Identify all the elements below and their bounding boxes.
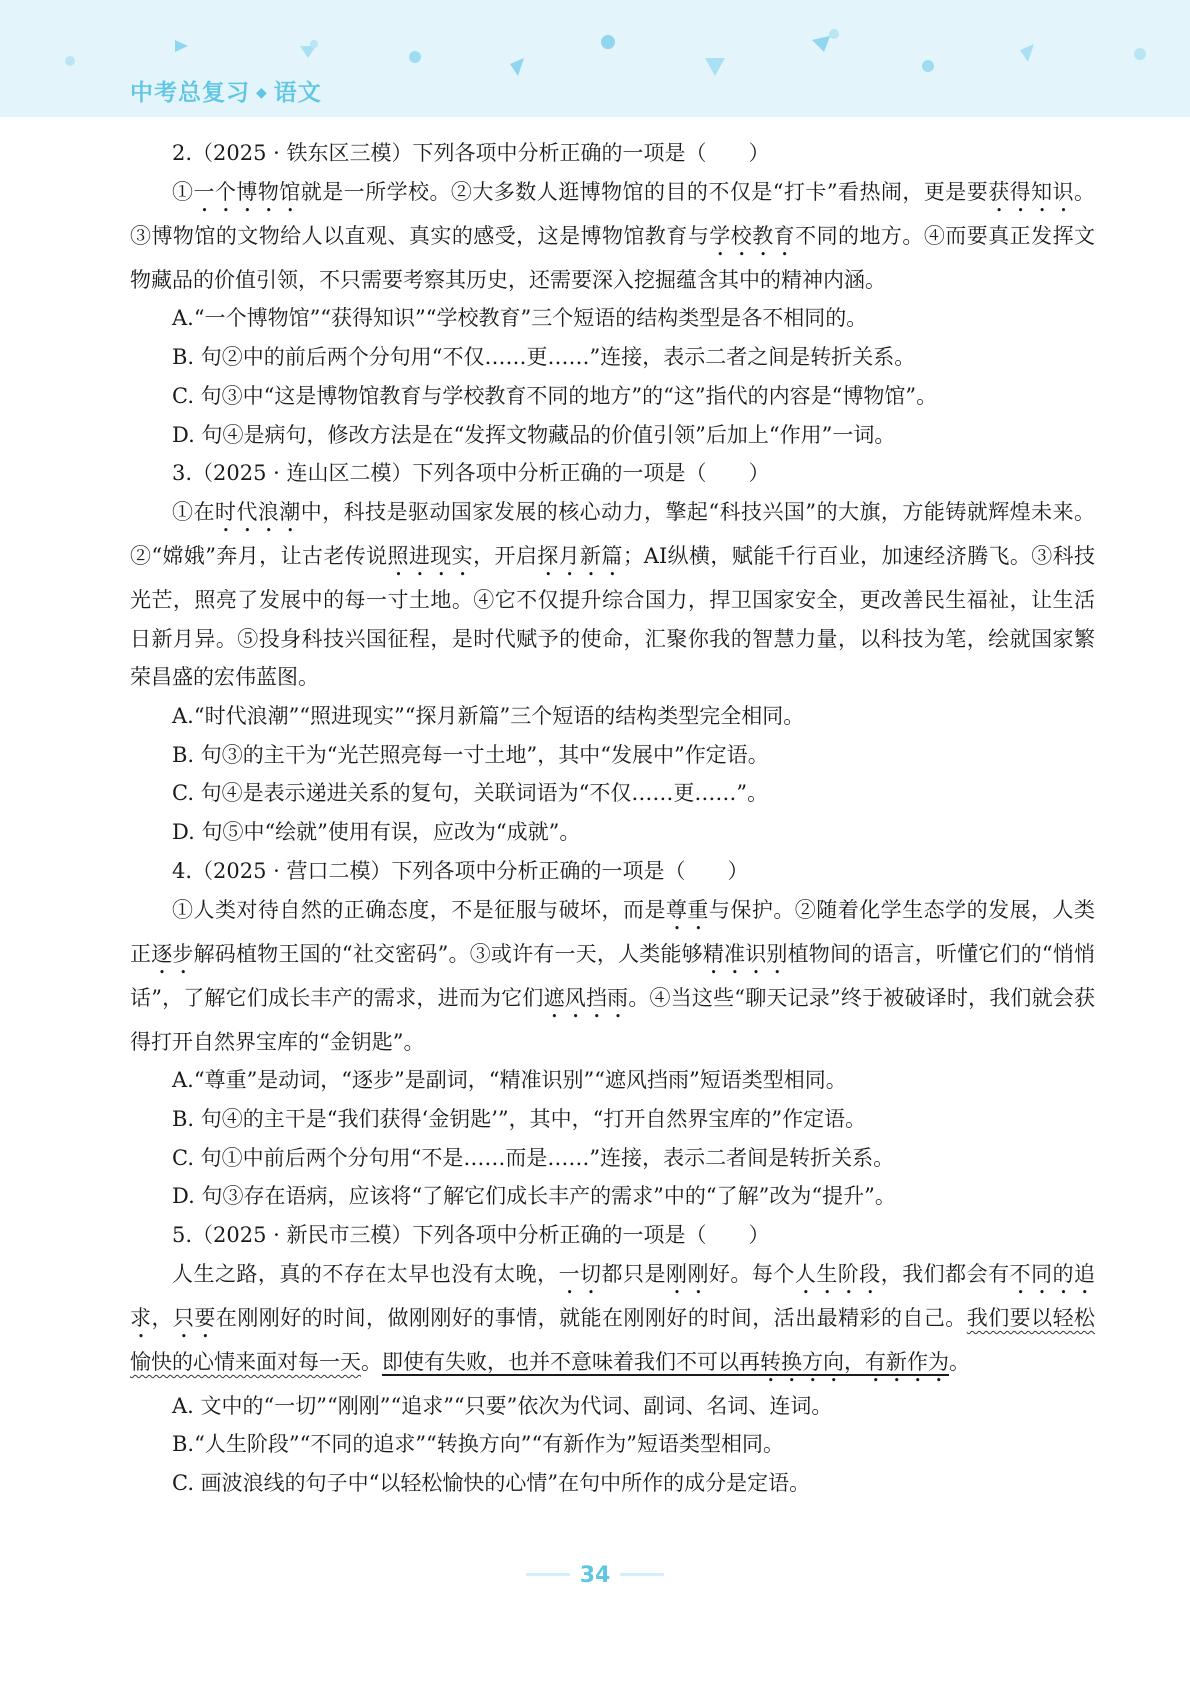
dotted-phrase: 一个博物馆 [193, 179, 301, 204]
page-number-rule-left [526, 1573, 570, 1576]
question-5-passage: 人生之路，真的不存在太早也没有太晚，一切都只是刚刚好。每个人生阶段，我们都会有不同的追求，只要在刚刚好的时间，做刚刚好的事情，就能在刚刚好的时间，活出最精彩的自己。我们要以轻松愉快的心情来面对每一天。即使有失败，也并不意味着我们不可以再转换方向，有新作为。 [130, 1261, 1096, 1374]
dotted-phrase: 刚刚 [665, 1261, 709, 1286]
question-5-option-c: C. 画波浪线的句子中“以轻松愉快的心情”在句中所作的成分是定语。 [172, 1471, 811, 1496]
question-4-option-b: B. 句④的主干是“我们获得‘金钥匙’”，其中，“打开自然界宝库的”作定语。 [172, 1106, 867, 1131]
subject-name: 语文 [273, 80, 322, 106]
question-3-option-c: C. 句④是表示递进关系的复句，关联词语为“不仅……更……”。 [172, 781, 769, 806]
question-2-passage: ①一个博物馆就是一所学校。②大多数人逛博物馆的目的不仅是“打卡”看热闹，更是要获得知识。③博物馆的文物给人以直观、真实的感受，这是博物馆教育与学校教育不同的地方。④而要真正发挥文物藏品的价值引领，不只需要考察其历史，还需要深入挖掘蕴含其中的精神内涵。 [130, 179, 1096, 292]
dotted-phrase: 照进现实 [387, 543, 474, 568]
question-3-stem: 3.（2025 · 连山区二模）下列各项中分析正确的一项是（ ） [172, 461, 770, 486]
question-3-option-b: B. 句③的主干为“光芒照亮每一寸土地”，其中“发展中”作定语。 [172, 742, 769, 767]
question-2-option-c: C. 句③中“这是博物馆教育与学校教育不同的地方”的“这”指代的内容是“博物馆”。 [172, 383, 938, 408]
question-4-stem: 4.（2025 · 营口二模）下列各项中分析正确的一项是（ ） [172, 858, 749, 883]
dotted-phrase: 转换方向 [760, 1349, 844, 1374]
dotted-phrase: 学校教育 [709, 223, 796, 248]
dotted-phrase: 获得知识 [988, 179, 1075, 204]
exercise-content [130, 134, 1095, 1503]
question-3-option-a: A.“时代浪潮”“照进现实”“探月新篇”三个短语的结构类型完全相同。 [172, 704, 805, 729]
question-4-passage: ①人类对待自然的正确态度，不是征服与破坏，而是尊重与保护。②随着化学生态学的发展，人类正逐步解码植物王国的“社交密码”。③或许有一天，人类能够精准识别植物间的语言，听懂它们的“悄悄话”，了解它们成长丰产的需求，进而为它们遮风挡雨。④当这些“聊天记录”终于被破译时，我们就会获得打开自然界宝库的“金钥匙”。 [130, 897, 1096, 1054]
dotted-phrase: 逐步 [151, 941, 194, 966]
question-5-option-b: B.“人生阶段”“不同的追求”“转换方向”“有新作为”短语类型相同。 [172, 1432, 784, 1457]
subject-series: 中考总复习 [130, 80, 250, 106]
wavy-underlined-sentence: 我们要以轻松愉快的心情来面对每一天 [130, 1305, 1096, 1374]
dotted-phrase: 有新作为 [865, 1349, 949, 1374]
question-5-option-a: A. 文中的“一切”“刚刚”“追求”“只要”依次为代词、副词、名词、连词。 [172, 1393, 833, 1418]
question-2-option-d: D. 句④是病句，修改方法是在“发挥文物藏品的价值引领”后加上“作用”一词。 [172, 422, 896, 447]
question-3-passage: ①在时代浪潮中，科技是驱动国家发展的核心动力，擎起“科技兴国”的大旗，方能铸就辉煌未来。②“嫦娥”奔月，让古老传说照进现实，开启探月新篇；AI纵横，赋能千行百业，加速经济腾飞。③科技光芒，照亮了发展中的每一寸土地。④它不仅提升综合国力，捍卫国家安全，更改善民生福祉，让生活日新月异。⑤投身科技兴国征程，是时代赋予的使命，汇聚你我的智慧力量，以科技为笔，绘就国家繁荣昌盛的宏伟蓝图。 [130, 499, 1096, 690]
dotted-phrase: 时代浪潮 [214, 499, 301, 524]
underlined-sentence: 即使有失败，也并不意味着我们不可以再 [382, 1349, 760, 1374]
question-5-stem: 5.（2025 · 新民市三模）下列各项中分析正确的一项是（ ） [172, 1223, 770, 1248]
dotted-phrase: 人生阶段 [794, 1261, 881, 1286]
dotted-phrase: 探月新篇 [537, 543, 623, 568]
question-2-option-a: A.“一个博物馆”“获得知识”“学校教育”三个短语的结构类型是各不相同的。 [172, 306, 868, 331]
question-2-option-b: B. 句②中的前后两个分句用“不仅……更……”连接，表示二者之间是转折关系。 [172, 345, 916, 370]
question-4-option-c: C. 句①中前后两个分句用“不是……而是……”连接，表示二者间是转折关系。 [172, 1145, 895, 1170]
page-number-text: 34 [579, 1563, 611, 1588]
diamond-separator-icon: ◆ [256, 85, 268, 101]
question-2-stem: 2.（2025 · 铁东区三模）下列各项中分析正确的一项是（ ） [172, 141, 770, 165]
header-title [130, 74, 322, 107]
question-3-option-d: D. 句⑤中“绘就”使用有误，应改为“成就”。 [172, 820, 581, 845]
page-header [0, 0, 1190, 117]
dotted-phrase: 精准识别 [702, 941, 788, 966]
dotted-phrase: 只要 [172, 1305, 216, 1330]
question-4-option-a: A.“尊重”是动词，“逐步”是副词，“精准识别”“遮风挡雨”短语类型相同。 [172, 1068, 847, 1093]
dotted-phrase: 尊重 [665, 897, 709, 922]
page-number [0, 1563, 1190, 1588]
dotted-phrase: 遮风挡雨 [543, 985, 629, 1010]
question-4-option-d: D. 句③存在语病，应该将“了解它们成长丰产的需求”中的“了解”改为“提升”。 [172, 1184, 896, 1209]
dotted-phrase: 一切 [558, 1261, 602, 1286]
page-number-rule-right [620, 1573, 664, 1576]
dotted-phrase: 不同的追求 [130, 1261, 1096, 1330]
